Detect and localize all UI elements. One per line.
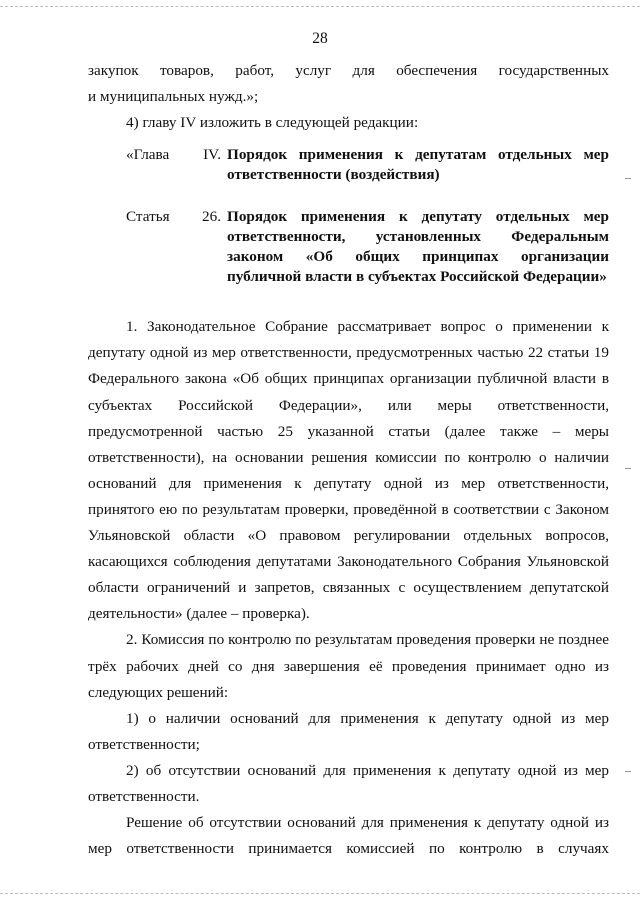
scan-bottom-border xyxy=(0,893,640,894)
scan-margin-mark xyxy=(625,771,631,772)
chapter-label xyxy=(126,145,227,185)
page-number: 28 xyxy=(312,30,328,47)
chapter-label-number: IV. xyxy=(203,146,221,164)
clause-2-option-2: 2) об отсутствии оснований для применения к депутату одной из мер ответственности. xyxy=(88,761,609,805)
clause-1: 1. Законодательное Собрание рассматривает вопрос о применении к депутату одной из мер ответственности, предусмотренных частью 22 статьи 19 Федерального закона «Об общих принципах организации публичной власти в субъектах Российской Федерации», или меры ответственности, предусмотренной частью 25 указанной статьи (далее также – меры ответственности), на основании решения комиссии по контролю о наличии оснований для применения к депутату одной из мер ответственности, принятого ею по результатам проверки, проведённой в соответствии с Законом Ульяновской области «О правовом регулировании отдельных вопросов, касающихся соблюдения депутатами Законодательного Собрания Ульяновской области ограничений и запретов, связанных с осуществлением депутатской деятельности» (далее – проверка). xyxy=(88,318,609,623)
article-heading xyxy=(126,207,609,287)
amendment-item-4: 4) главу IV изложить в следующей редакции: xyxy=(126,114,419,132)
article-title: Порядок применения к депутату отдельных мер ответственности, установленных Федеральным законом «Об общих принципах организации публичной власти в субъектах Российской Федерации» xyxy=(227,208,609,286)
clause-2-option-1: 1) о наличии оснований для применения к депутату одной из мер ответственности; xyxy=(88,709,609,753)
scan-margin-mark xyxy=(625,178,631,179)
chapter-title: Порядок применения к депутатам отдельных мер ответственности (воздействия) xyxy=(227,146,609,184)
continuation-line-2: и муниципальных нужд.»; xyxy=(88,88,259,106)
scan-top-border xyxy=(0,6,640,7)
document-body xyxy=(88,58,609,862)
chapter-heading xyxy=(126,145,609,185)
article-label xyxy=(126,207,227,287)
continuation-line-1: закупок товаров, работ, услуг для обеспечения государственных xyxy=(88,62,609,79)
article-label-number: 26. xyxy=(202,208,221,226)
clause-2: 2. Комиссия по контролю по результатам проведения проверки не позднее трёх рабочих дней со дня завершения её проведения принимает одно из следующих решений: xyxy=(88,631,609,701)
article-label-word: Статья xyxy=(126,208,170,226)
chapter-label-word: «Глава xyxy=(126,146,170,164)
scan-margin-mark xyxy=(625,468,631,469)
clause-3: Решение об отсутствии оснований для применения к депутату одной из мер ответственности принимается комиссией по контролю в случаях xyxy=(88,814,609,858)
